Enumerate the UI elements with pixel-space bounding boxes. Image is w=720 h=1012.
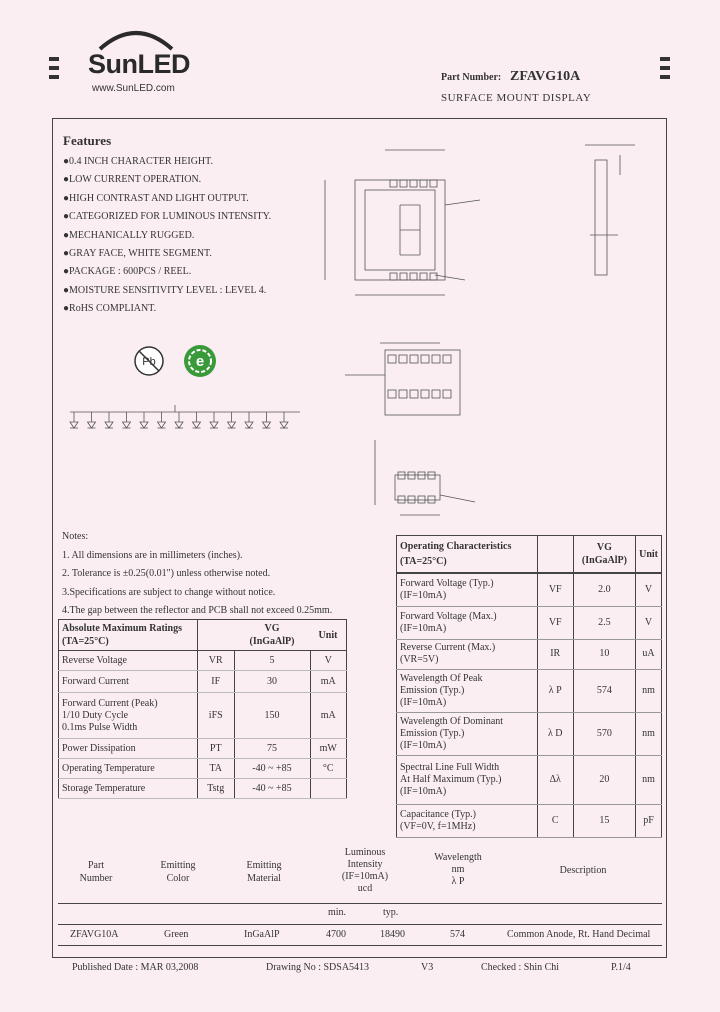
opc-unit: V — [636, 573, 662, 606]
features-section — [63, 133, 271, 319]
pt-color: Green — [164, 929, 189, 940]
feature-item: ●PACKAGE : 600PCS / REEL. — [63, 266, 192, 278]
table-row — [59, 651, 347, 671]
amr-title: Absolute Maximum Ratings — [62, 623, 183, 634]
reel-detail-drawing — [340, 430, 480, 530]
pt-header-material: Emitting Material — [246, 860, 282, 884]
logo-arc-icon — [96, 27, 176, 51]
pt-min-label: min. — [328, 907, 347, 918]
amr-col-material: (InGaAlP) — [249, 636, 295, 647]
opc-symbol: VF — [537, 606, 573, 639]
part-selection-table — [58, 847, 662, 946]
opc-symbol: IR — [537, 639, 573, 669]
opc-symbol: Δλ — [537, 755, 573, 804]
note-item: 2. Tolerance is ±0.25(0.01") unless otherwise noted. — [62, 568, 271, 579]
part-number-header — [441, 69, 580, 85]
opc-param: Wavelength Of Peak Emission (Typ.) (IF=10mA) — [397, 669, 538, 712]
opc-unit: V — [636, 606, 662, 639]
opc-value: 2.0 — [573, 573, 635, 606]
table-row — [59, 779, 347, 799]
left-edge-marks — [49, 57, 59, 84]
feature-item: ●RoHS COMPLIANT. — [63, 303, 157, 315]
opc-symbol: VF — [537, 573, 573, 606]
amr-symbol: Tstg — [198, 779, 235, 799]
table-row — [397, 755, 662, 804]
opc-col-material: (InGaAlP) — [581, 555, 627, 566]
amr-param: Power Dissipation — [59, 739, 198, 759]
amr-value: 5 — [234, 651, 310, 671]
part-number: ZFAVG10A — [510, 69, 581, 84]
footer-page: P.1/4 — [611, 962, 631, 973]
amr-unit — [310, 779, 347, 799]
amr-symbol: iFS — [198, 693, 235, 739]
opc-unit: uA — [636, 639, 662, 669]
amr-col-unit: Unit — [310, 620, 347, 651]
opc-unit: nm — [636, 669, 662, 712]
opc-param: Capacitance (Typ.) (VF=0V, f=1MHz) — [397, 804, 538, 837]
right-edge-marks — [660, 57, 670, 84]
side-view-drawing — [580, 135, 650, 285]
absolute-max-ratings-table — [58, 619, 347, 799]
amr-value: -40 ~ +85 — [234, 779, 310, 799]
feature-item: ●0.4 INCH CHARACTER HEIGHT. — [63, 156, 214, 167]
amr-value: 75 — [234, 739, 310, 759]
pt-header-description: Description — [559, 865, 607, 876]
pt-min: 4700 — [326, 929, 346, 940]
pt-header-wavelength: Wavelength nm λ P — [434, 852, 482, 887]
pt-material: InGaAlP — [244, 929, 280, 940]
opc-value: 15 — [573, 804, 635, 837]
table-row — [397, 606, 662, 639]
table-row — [397, 669, 662, 712]
opc-value: 20 — [573, 755, 635, 804]
opc-col-unit: Unit — [636, 536, 662, 574]
pt-typ-label: typ. — [383, 907, 399, 918]
feature-item: ●CATEGORIZED FOR LUMINOUS INTENSITY. — [63, 211, 272, 223]
notes-section — [62, 528, 332, 621]
opc-param: Spectral Line Full Width At Half Maximum (Typ.) (IF=10mA) — [397, 755, 538, 804]
product-subtitle: SURFACE MOUNT DISPLAY — [441, 92, 592, 104]
amr-value: -40 ~ +85 — [234, 759, 310, 779]
operating-characteristics-table — [396, 535, 662, 838]
opc-symbol: λ P — [537, 669, 573, 712]
table-row — [58, 925, 662, 946]
amr-unit: mA — [310, 693, 347, 739]
note-item: 1. All dimensions are in millimeters (inches). — [62, 549, 243, 561]
opc-param: Forward Voltage (Typ.) (IF=10mA) — [397, 573, 538, 606]
pt-part: ZFAVG10A — [70, 929, 119, 940]
amr-unit: V — [310, 651, 347, 671]
feature-item: ●MOISTURE SENSITIVITY LEVEL : LEVEL 4. — [63, 284, 267, 296]
footer-drawing: Drawing No : SDSA5413 — [266, 962, 370, 973]
brand-logo: SunLED — [88, 49, 190, 79]
notes-title: Notes: — [62, 531, 89, 542]
features-title: Features — [63, 133, 112, 148]
footer-checked: Checked : Shin Chi — [481, 962, 560, 973]
opc-unit: nm — [636, 755, 662, 804]
opc-value: 570 — [573, 712, 635, 755]
amr-condition: (TA=25°C) — [62, 636, 109, 647]
table-row — [59, 739, 347, 759]
pt-header-luminous: Luminous Intensity (IF=10mA) ucd — [341, 847, 389, 894]
pb-free-icon — [133, 345, 165, 377]
amr-unit: mA — [310, 671, 347, 693]
feature-item: ●LOW CURRENT OPERATION. — [63, 174, 202, 186]
opc-value: 574 — [573, 669, 635, 712]
opc-symbol: λ D — [537, 712, 573, 755]
pt-wave: 574 — [450, 929, 465, 940]
table-row — [397, 804, 662, 837]
amr-param: Forward Current — [59, 671, 198, 693]
amr-value: 150 — [234, 693, 310, 739]
feature-item: ●HIGH CONTRAST AND LIGHT OUTPUT. — [63, 192, 249, 204]
pt-typ: 18490 — [380, 929, 405, 940]
amr-symbol: VR — [198, 651, 235, 671]
amr-param: Storage Temperature — [59, 779, 198, 799]
amr-symbol: PT — [198, 739, 235, 759]
amr-col-vg: VG — [264, 623, 280, 634]
brand-url[interactable]: www.SunLED.com — [92, 83, 175, 94]
svg-text:Pb: Pb — [142, 356, 156, 368]
amr-unit: °C — [310, 759, 347, 779]
opc-symbol: C — [537, 804, 573, 837]
opc-param: Forward Voltage (Max.) (IF=10mA) — [397, 606, 538, 639]
opc-value: 2.5 — [573, 606, 635, 639]
amr-symbol: TA — [198, 759, 235, 779]
table-row — [397, 712, 662, 755]
table-row — [397, 573, 662, 606]
amr-param: Forward Current (Peak) 1/10 Duty Cycle 0.1ms Pulse Width — [59, 693, 198, 739]
part-number-label: Part Number: — [441, 72, 502, 83]
opc-param: Reverse Current (Max.) (VR=5V) — [397, 639, 538, 669]
table-row — [397, 639, 662, 669]
amr-unit: mW — [310, 739, 347, 759]
note-item: 4.The gap between the reflector and PCB shall not exceed 0.25mm. — [62, 605, 333, 616]
opc-condition: (TA=25°C) — [400, 556, 447, 567]
amr-param: Operating Temperature — [59, 759, 198, 779]
pt-header-color: Emitting Color — [160, 860, 196, 884]
opc-title: Operating Characteristics — [400, 541, 512, 552]
pt-header-part: Part Number — [79, 860, 113, 884]
rohs-icon — [182, 343, 218, 379]
amr-symbol: IF — [198, 671, 235, 693]
opc-unit: nm — [636, 712, 662, 755]
svg-text:e: e — [195, 353, 205, 370]
pad-layout-drawing — [340, 335, 470, 425]
opc-param: Wavelength Of Dominant Emission (Typ.) (IF=10mA) — [397, 712, 538, 755]
opc-unit: pF — [636, 804, 662, 837]
feature-item: ●GRAY FACE, WHITE SEGMENT. — [63, 248, 212, 260]
table-row — [59, 671, 347, 693]
opc-value: 10 — [573, 639, 635, 669]
amr-param: Reverse Voltage — [59, 651, 198, 671]
amr-value: 30 — [234, 671, 310, 693]
circuit-diagram — [60, 400, 330, 460]
opc-col-vg: VG — [596, 542, 612, 553]
table-row — [59, 693, 347, 739]
feature-item: ●MECHANICALLY RUGGED. — [63, 229, 195, 241]
pt-description: Common Anode, Rt. Hand Decimal — [507, 929, 651, 940]
note-item: 3.Specifications are subject to change without notice. — [62, 586, 276, 598]
table-row — [59, 759, 347, 779]
footer-published: Published Date : MAR 03,2008 — [72, 962, 199, 973]
footer-version: V3 — [421, 962, 434, 973]
front-view-drawing — [315, 135, 495, 315]
